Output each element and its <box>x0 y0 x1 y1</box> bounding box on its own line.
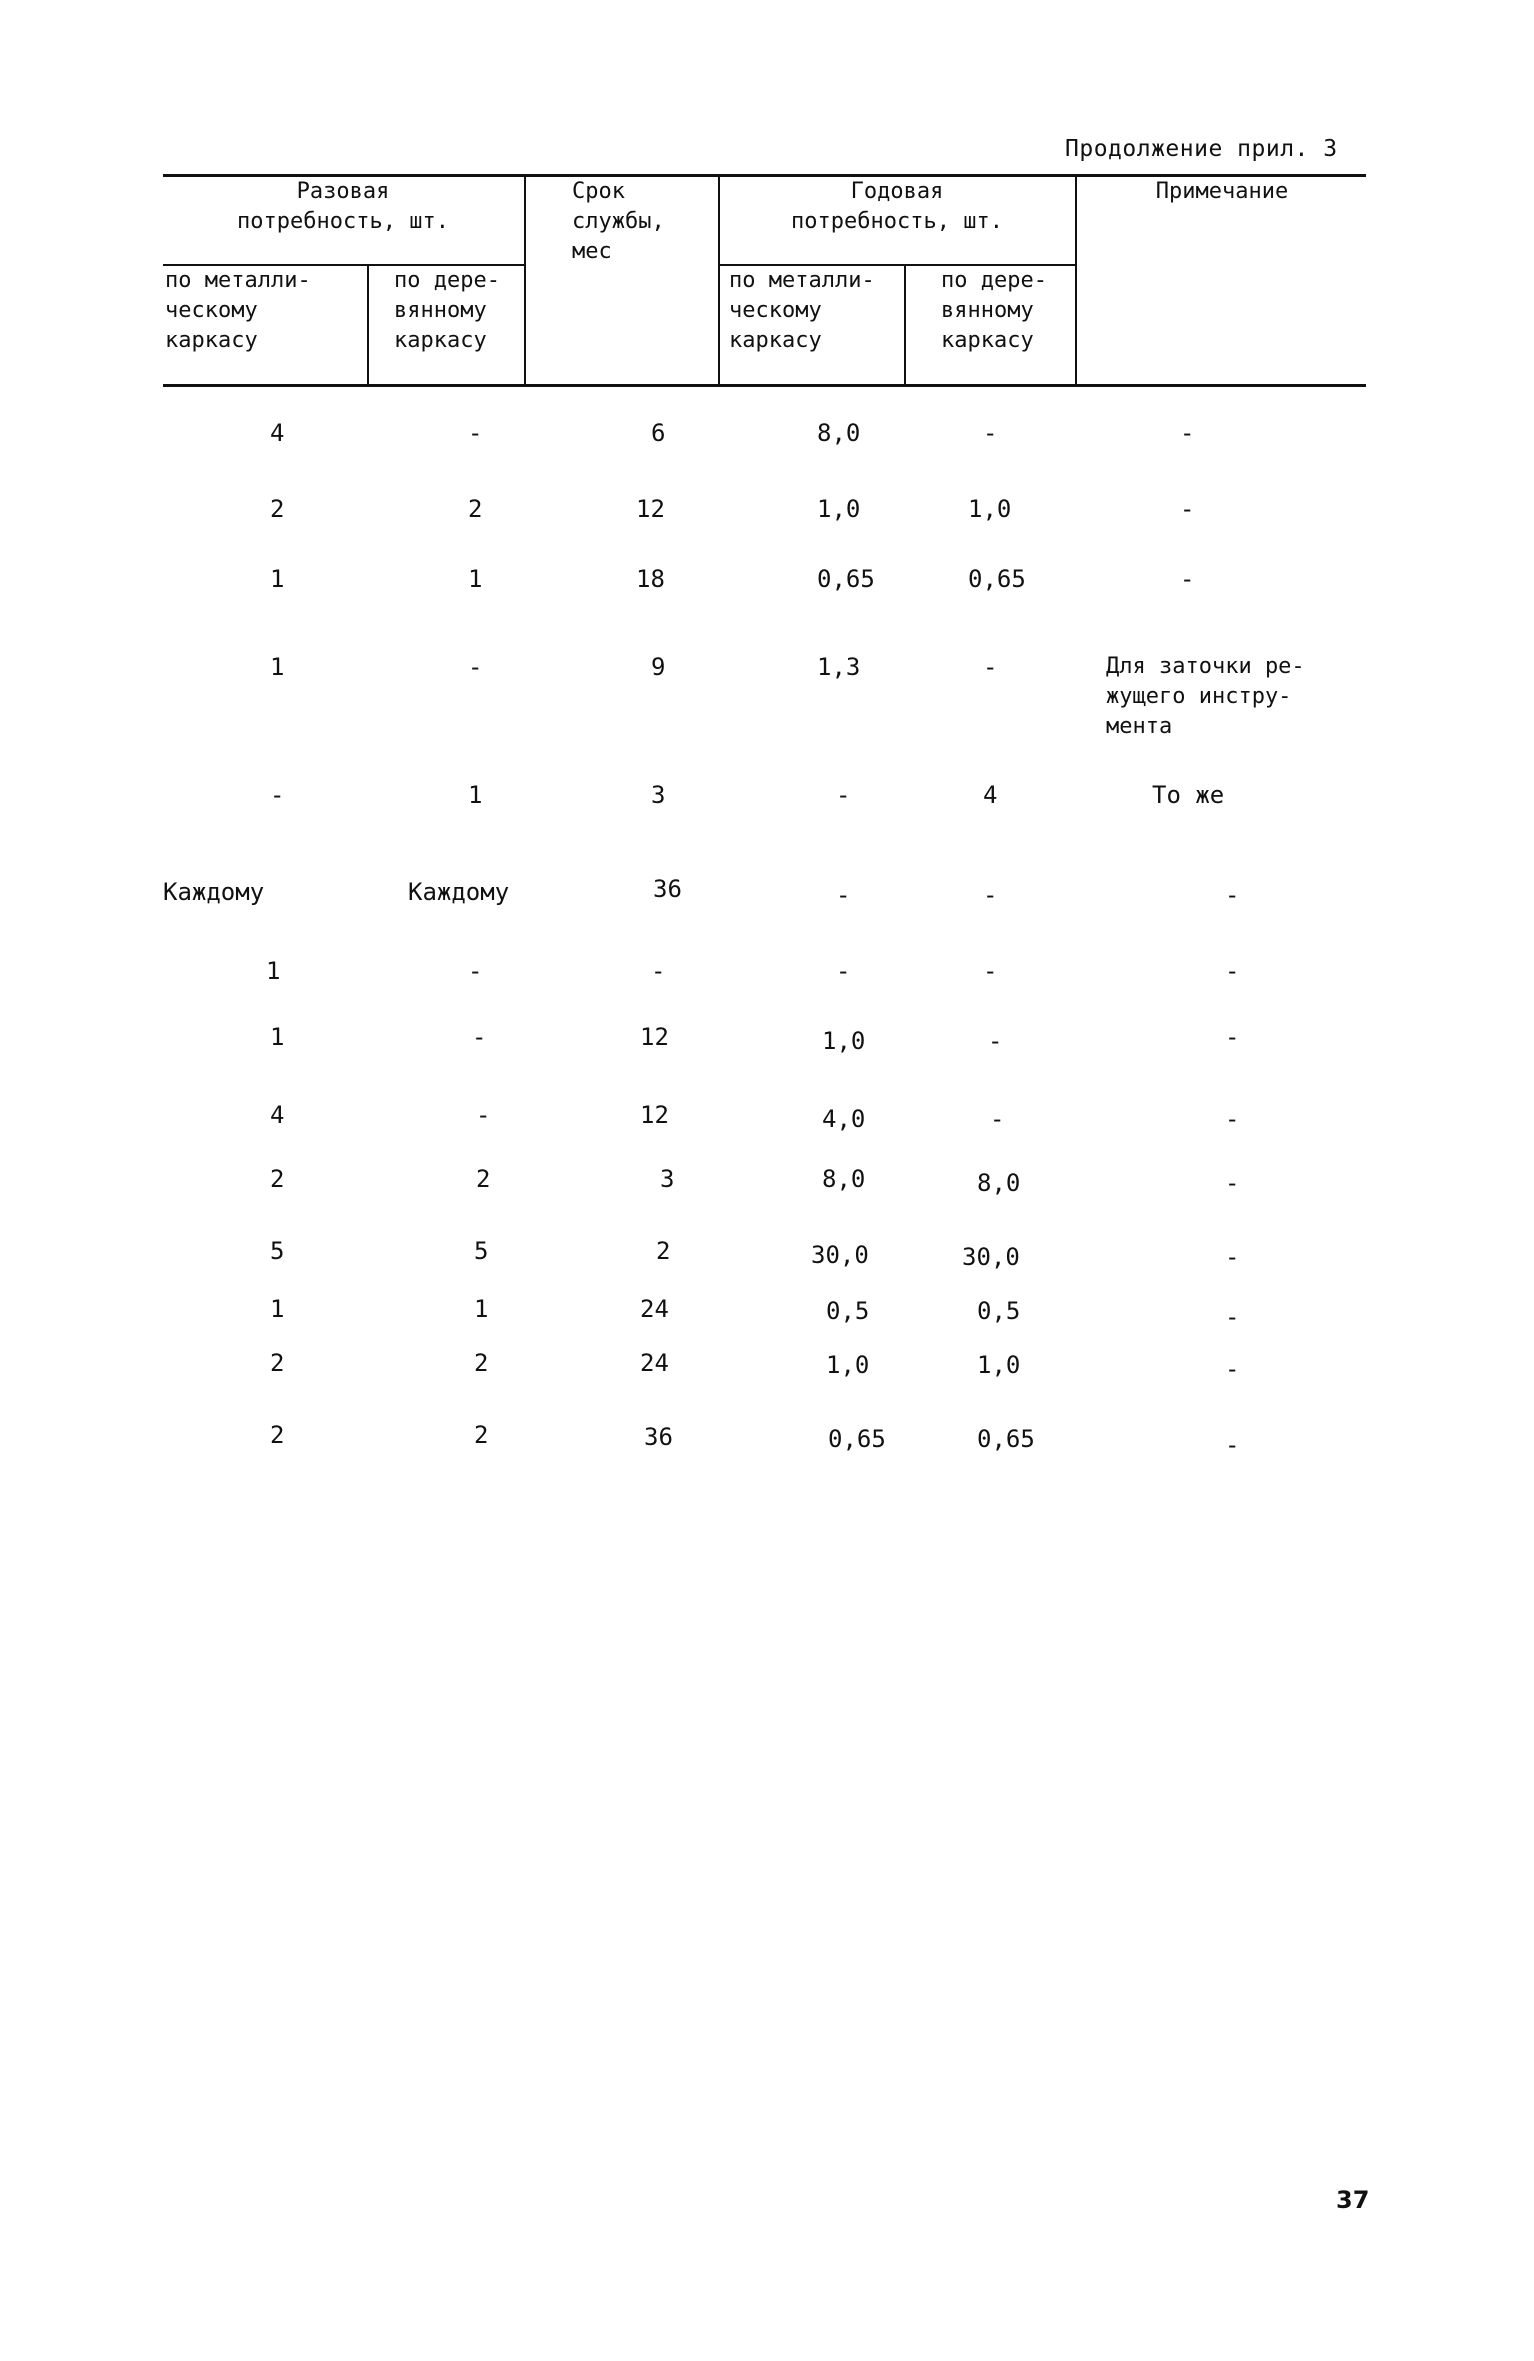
cell-annual-wood: - <box>990 1105 1005 1133</box>
cell-annual-metal: 1,3 <box>817 653 861 681</box>
cell-one-time-metal: 1 <box>270 565 285 593</box>
cell-annual-metal: 0,65 <box>817 565 875 593</box>
cell-annual-wood: 1,0 <box>977 1351 1021 1379</box>
subheader-metal-frame-annual: по металли- ческому каркасу <box>729 268 875 353</box>
cell-one-time-metal: - <box>270 781 285 809</box>
cell-one-time-metal: Каждому <box>163 878 265 906</box>
cell-annual-wood: 8,0 <box>977 1169 1021 1197</box>
cell-one-time-wood: - <box>468 957 483 985</box>
cell-note: - <box>1225 1303 1240 1331</box>
cell-note: - <box>1180 419 1195 447</box>
header-annual-need: Годовая потребность, шт. <box>791 179 1003 234</box>
page-number: 37 <box>1336 2186 1370 2214</box>
cell-annual-wood: 0,65 <box>968 565 1026 593</box>
cell-one-time-wood: - <box>476 1101 491 1129</box>
cell-one-time-wood: 2 <box>474 1421 489 1449</box>
cell-annual-metal: 8,0 <box>822 1165 866 1193</box>
cell-note: - <box>1225 1023 1240 1051</box>
cell-annual-wood: 0,65 <box>977 1425 1035 1453</box>
subheader-wood-frame-annual: по дере- вянному каркасу <box>941 268 1047 353</box>
cell-one-time-wood: Каждому <box>408 878 510 906</box>
column-divider-5 <box>1075 174 1077 384</box>
cell-one-time-wood: - <box>468 419 483 447</box>
cell-one-time-metal: 4 <box>270 1101 285 1129</box>
cell-one-time-metal: 1 <box>270 1023 285 1051</box>
cell-annual-metal: 1,0 <box>826 1351 870 1379</box>
cell-one-time-wood: 2 <box>468 495 483 523</box>
cell-annual-wood: - <box>983 653 998 681</box>
cell-one-time-wood: 1 <box>468 565 483 593</box>
cell-service-life: 3 <box>660 1165 675 1193</box>
cell-annual-wood: - <box>983 419 998 447</box>
cell-annual-wood: 30,0 <box>962 1243 1020 1271</box>
cell-annual-metal: 0,5 <box>826 1297 870 1325</box>
cell-one-time-wood: - <box>472 1023 487 1051</box>
cell-one-time-metal: 1 <box>270 653 285 681</box>
column-divider-2 <box>524 174 526 384</box>
column-divider-1 <box>367 264 369 384</box>
cell-one-time-metal: 2 <box>270 495 285 523</box>
cell-note: - <box>1225 1431 1240 1459</box>
cell-annual-metal: 1,0 <box>817 495 861 523</box>
column-divider-4 <box>904 264 906 384</box>
cell-note: - <box>1225 1105 1240 1133</box>
cell-note: - <box>1225 1355 1240 1383</box>
cell-service-life: 12 <box>636 495 665 523</box>
header-note: Примечание <box>1155 179 1289 204</box>
cell-service-life: 36 <box>644 1423 673 1451</box>
cell-one-time-metal: 1 <box>266 957 281 985</box>
cell-one-time-metal: 4 <box>270 419 285 447</box>
subheader-metal-frame: по металли- ческому каркасу <box>165 268 311 353</box>
cell-annual-wood: 1,0 <box>968 495 1012 523</box>
cell-annual-metal: - <box>836 781 851 809</box>
header-one-time-need: Разовая потребность, шт. <box>237 179 449 234</box>
cell-note: Для заточки ре- жущего инстру- мента <box>1106 654 1305 739</box>
cell-service-life: 24 <box>640 1295 669 1323</box>
cell-annual-wood: - <box>983 881 998 909</box>
cell-note: - <box>1225 881 1240 909</box>
header-service-life: Срок службы, мес <box>572 179 665 264</box>
cell-service-life: 24 <box>640 1349 669 1377</box>
cell-one-time-wood: 5 <box>474 1237 489 1265</box>
cell-annual-metal: 8,0 <box>817 419 861 447</box>
cell-service-life: 2 <box>656 1237 671 1265</box>
cell-one-time-metal: 5 <box>270 1237 285 1265</box>
cell-one-time-wood: 1 <box>468 781 483 809</box>
cell-one-time-metal: 1 <box>270 1295 285 1323</box>
subheader-wood-frame: по дере- вянному каркасу <box>394 268 500 353</box>
cell-service-life: 12 <box>640 1023 669 1051</box>
continuation-label: Продолжение прил. 3 <box>1065 136 1338 162</box>
cell-one-time-metal: 2 <box>270 1421 285 1449</box>
cell-annual-metal: 4,0 <box>822 1105 866 1133</box>
cell-service-life: 3 <box>651 781 666 809</box>
cell-note: - <box>1180 495 1195 523</box>
cell-service-life: - <box>651 957 666 985</box>
cell-one-time-metal: 2 <box>270 1349 285 1377</box>
cell-annual-wood: 0,5 <box>977 1297 1021 1325</box>
cell-annual-metal: - <box>836 957 851 985</box>
cell-one-time-wood: 2 <box>474 1349 489 1377</box>
cell-annual-wood: - <box>983 957 998 985</box>
cell-service-life: 12 <box>640 1101 669 1129</box>
cell-note: То же <box>1152 781 1225 809</box>
cell-annual-wood: 4 <box>983 781 998 809</box>
cell-annual-wood: - <box>988 1027 1003 1055</box>
cell-note: - <box>1225 957 1240 985</box>
cell-one-time-metal: 2 <box>270 1165 285 1193</box>
cell-annual-metal: 0,65 <box>828 1425 886 1453</box>
cell-service-life: 6 <box>651 419 666 447</box>
cell-note: - <box>1180 565 1195 593</box>
header-bottom-rule <box>163 384 1366 387</box>
cell-annual-metal: - <box>836 881 851 909</box>
cell-service-life: 36 <box>653 875 682 903</box>
cell-annual-metal: 30,0 <box>811 1241 869 1269</box>
cell-one-time-wood: 2 <box>476 1165 491 1193</box>
cell-service-life: 18 <box>636 565 665 593</box>
cell-service-life: 9 <box>651 653 666 681</box>
cell-one-time-wood: - <box>468 653 483 681</box>
cell-annual-metal: 1,0 <box>822 1027 866 1055</box>
cell-note: - <box>1225 1243 1240 1271</box>
cell-note: - <box>1225 1169 1240 1197</box>
cell-one-time-wood: 1 <box>474 1295 489 1323</box>
